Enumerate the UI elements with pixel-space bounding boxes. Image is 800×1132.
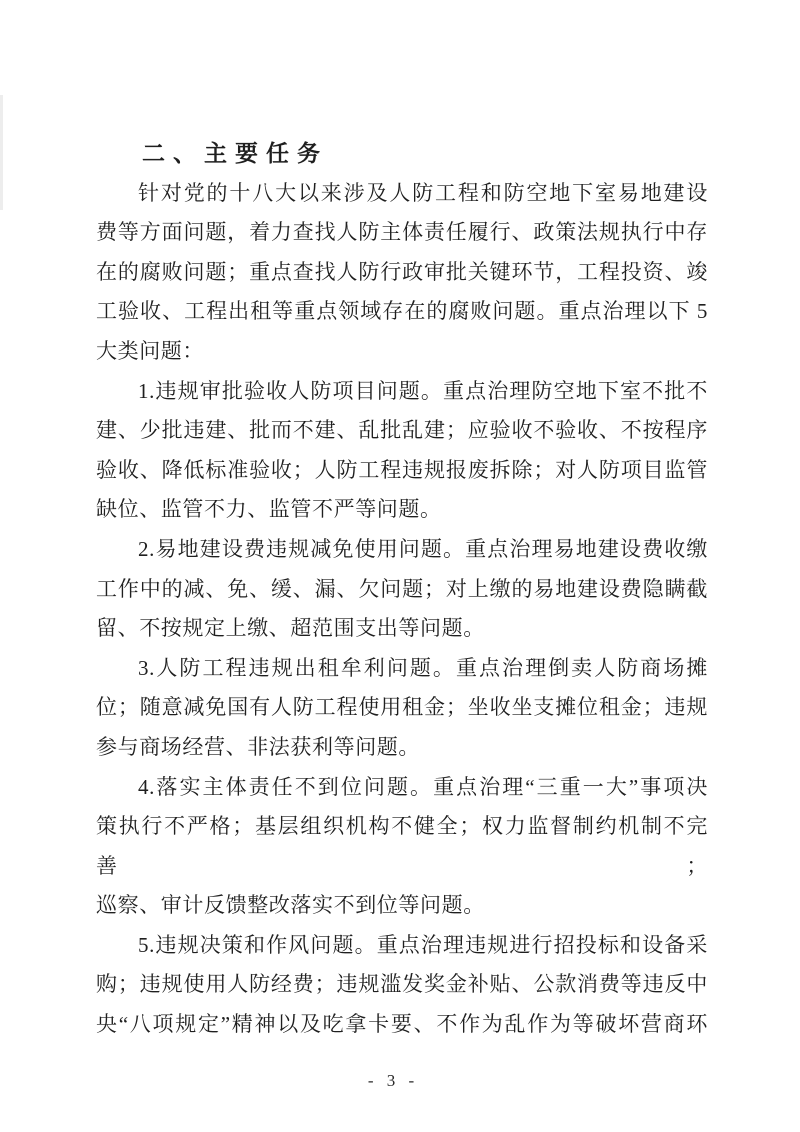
text-line: 5.违规决策和作风问题。重点治理违规进行招投标和设备采 <box>138 932 708 957</box>
text-line: 3.人防工程违规出租牟利问题。重点治理倒卖人防商场摊 <box>138 655 708 680</box>
text-line: 留、不按规定上缴、超范围支出等问题。 <box>96 616 485 641</box>
text-line: 费等方面问题，着力查找人防主体责任履行、政策法规执行中存 <box>96 220 708 245</box>
text-line: 缺位、监管不力、监管不严等问题。 <box>96 497 442 522</box>
paragraph-item-5 <box>96 926 708 1045</box>
text-line: 位；随意减免国有人防工程使用租金；坐收坐支摊位租金；违规 <box>96 695 708 720</box>
text-line: 1.违规审批验收人防项目问题。重点治理防空地下室不批不 <box>138 378 708 403</box>
text-line: 大类问题： <box>96 338 204 363</box>
paragraph-item-1 <box>96 372 708 530</box>
text-line: 参与商场经营、非法获利等问题。 <box>96 734 420 759</box>
scan-artifact-mark <box>0 95 3 210</box>
paragraph-item-3 <box>96 649 708 768</box>
text-line: 央“八项规定”精神以及吃拿卡要、不作为乱作为等破坏营商环 <box>96 1012 708 1037</box>
text-line: 针对党的十八大以来涉及人防工程和防空地下室易地建设 <box>138 180 708 205</box>
text-line: 巡察、审计反馈整改落实不到位等问题。 <box>96 893 485 918</box>
text-line: 验收、降低标准验收；人防工程违规报废拆除；对人防项目监管 <box>96 457 708 482</box>
text-line: 工验收、工程出租等重点领域存在的腐败问题。重点治理以下 5 <box>96 299 708 324</box>
text-line: 策执行不严格；基层组织机构不健全；权力监督制约机制不完善； <box>96 814 708 878</box>
paragraph-item-4 <box>96 768 708 926</box>
page-number: - 3 - <box>367 1070 415 1090</box>
text-line: 购；违规使用人防经费；违规滥发奖金补贴、公款消费等违反中 <box>96 972 708 997</box>
text-line: 2.易地建设费违规减免使用问题。重点治理易地建设费收缴 <box>138 536 708 561</box>
section-heading: 二、主要任务 <box>142 140 328 166</box>
text-line: 建、少批违建、批而不建、乱批乱建；应验收不验收、不按程序 <box>96 418 708 443</box>
document-body <box>96 174 708 1045</box>
text-line: 在的腐败问题；重点查找人防行政审批关键环节，工程投资、竣 <box>96 259 708 284</box>
page-footer <box>96 1069 708 1093</box>
text-line: 工作中的减、免、缓、漏、欠问题；对上缴的易地建设费隐瞒截 <box>96 576 708 601</box>
paragraph-intro <box>96 174 708 372</box>
paragraph-item-2 <box>96 530 708 649</box>
text-line: 4.落实主体责任不到位问题。重点治理“三重一大”事项决 <box>138 774 708 799</box>
